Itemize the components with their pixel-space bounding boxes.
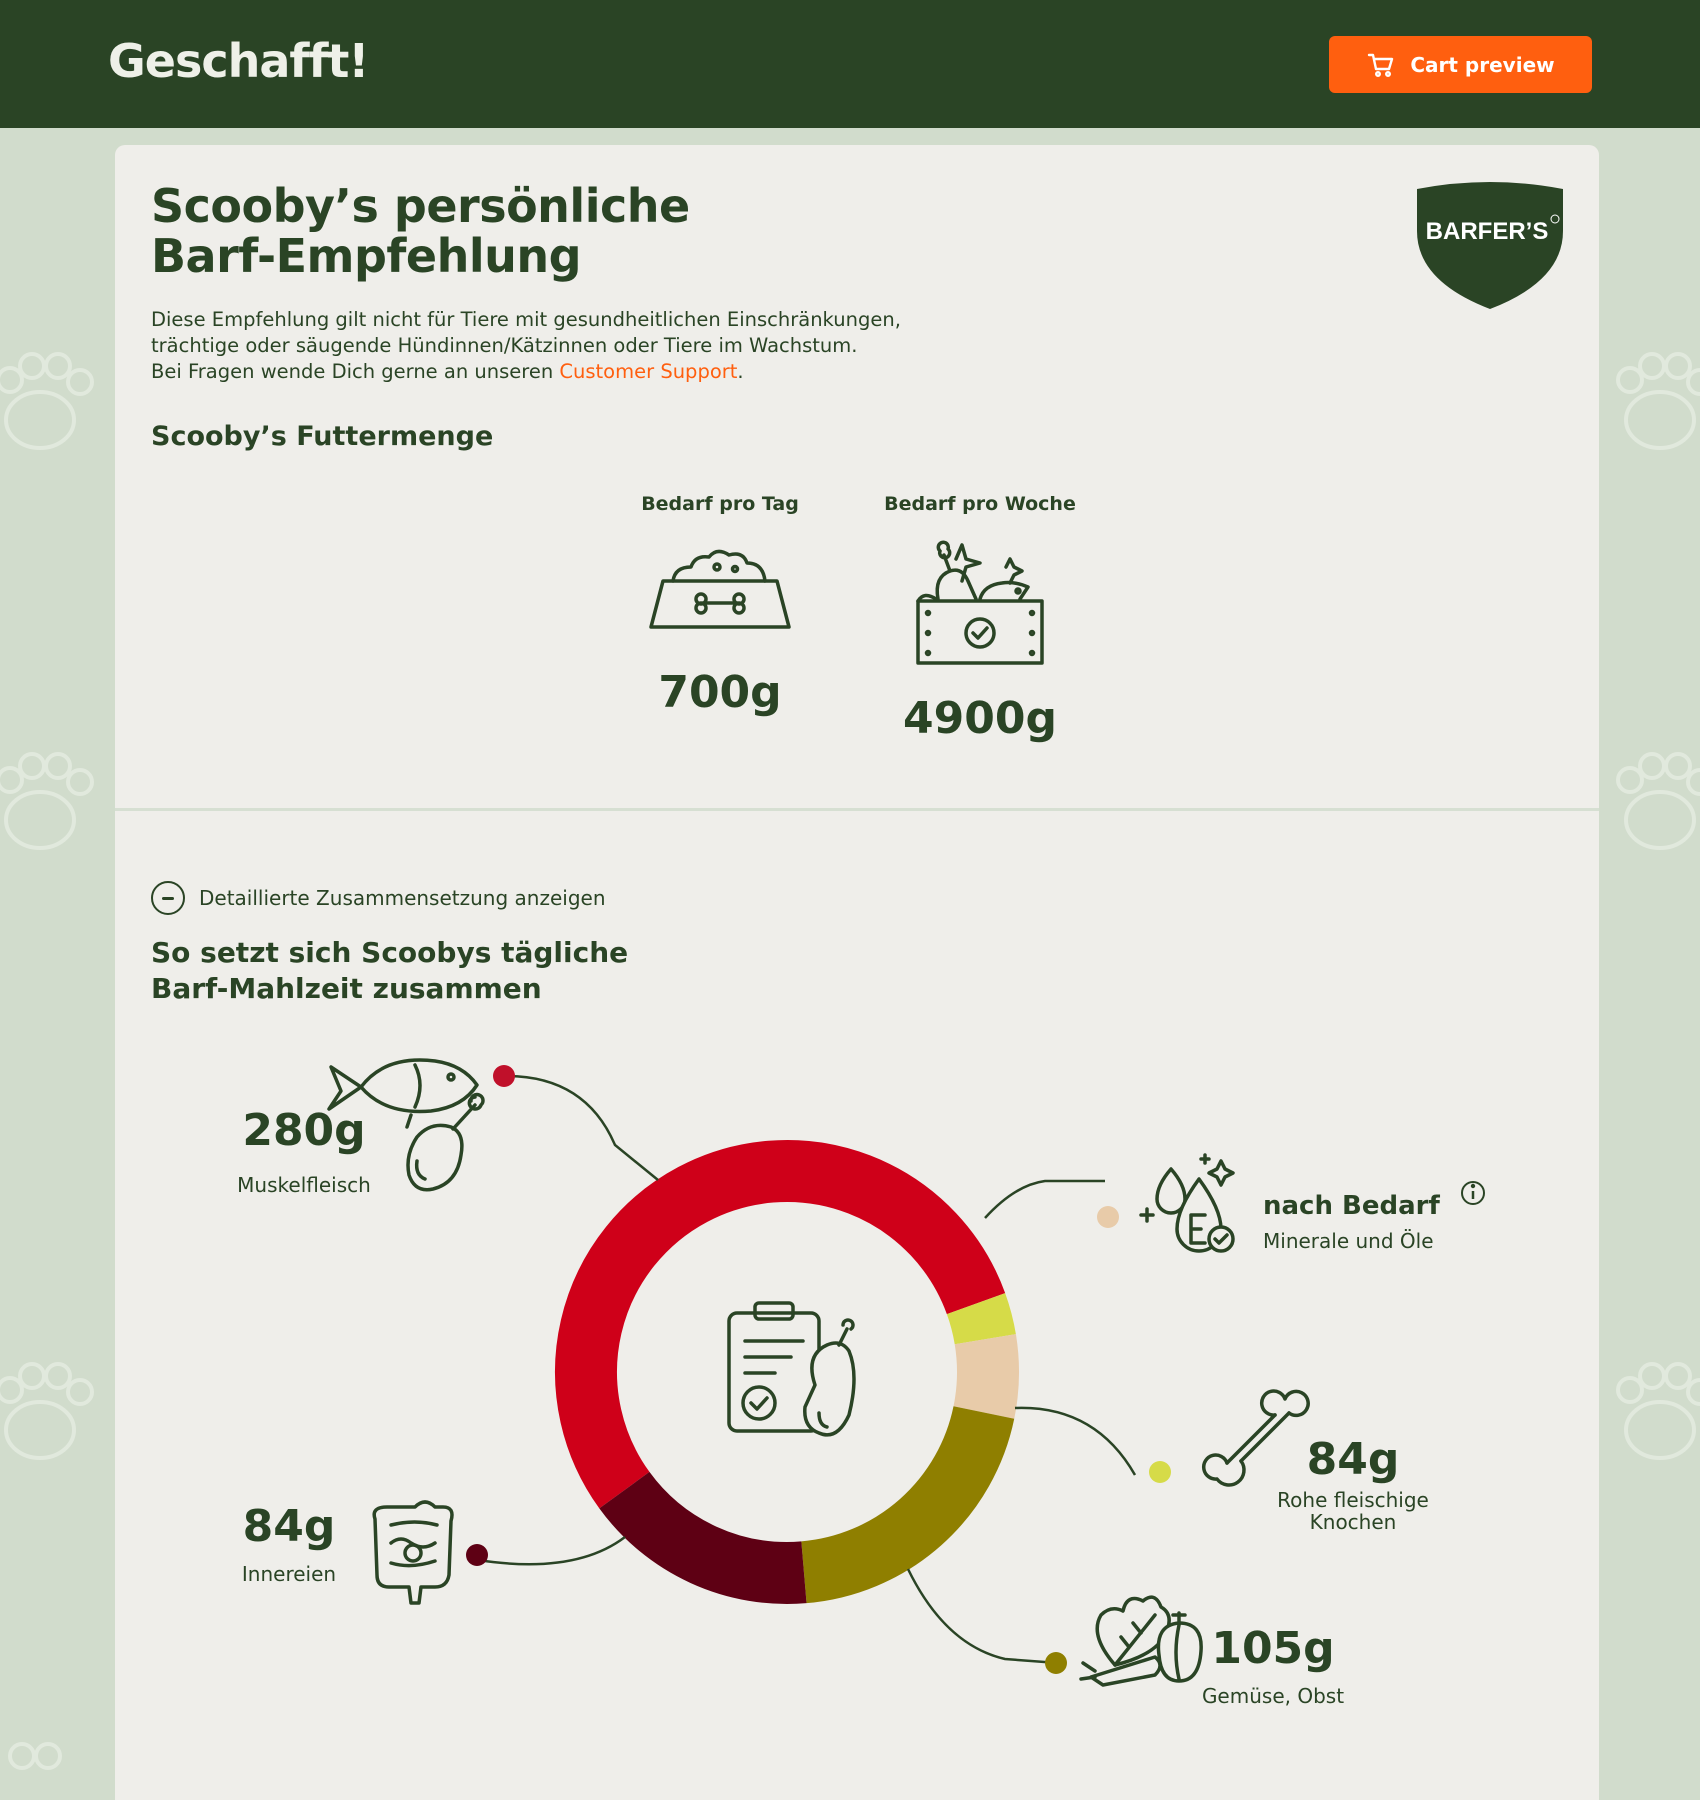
disclaimer-line1: Diese Empfehlung gilt nicht für Tiere mit gesundheitlichen Einschränkungen, <box>151 308 901 331</box>
clipboard-meat-icon <box>729 1303 854 1435</box>
dot-bones <box>1149 1461 1171 1483</box>
composition-title-line2: Barf-Mahlzeit zusammen <box>151 972 542 1005</box>
per-week-value: 4900g <box>903 693 1057 744</box>
bones-label-line1: Rohe fleischige <box>1277 1488 1429 1512</box>
organs-label: Innereien <box>241 1562 337 1586</box>
connector-bones <box>1015 1408 1135 1475</box>
intestines-icon <box>374 1502 452 1603</box>
connector-veg <box>908 1569 1058 1663</box>
organs-value: 84g <box>242 1501 336 1552</box>
disclaimer-line3-suffix: . <box>737 360 744 383</box>
donut-segment-0 <box>586 1171 976 1490</box>
recommendation-card <box>115 145 1599 1800</box>
connector-organs <box>478 1537 625 1564</box>
dot-veg <box>1045 1652 1067 1674</box>
disclaimer-line3-prefix: Bei Fragen wende Dich gerne an unseren <box>151 360 560 383</box>
composition-title-line1: So setzt sich Scoobys tägliche <box>151 936 629 969</box>
donut-segment-2 <box>984 1339 988 1412</box>
vitamin-e-icon <box>1141 1155 1233 1251</box>
donut-segment-3 <box>804 1413 984 1573</box>
customer-support-link[interactable]: Customer Support <box>559 360 738 383</box>
veg-label: Gemüse, Obst <box>1201 1684 1345 1708</box>
veg-value: 105g <box>1211 1623 1335 1674</box>
header-title: Geschafft! <box>108 34 369 88</box>
info-icon[interactable] <box>1462 1182 1484 1204</box>
page-title-line2: Barf-Empfehlung <box>151 229 582 283</box>
per-day-label: Bedarf pro Tag <box>641 493 799 515</box>
minerals-label: Minerale und Öle <box>1263 1229 1434 1253</box>
dot-muscle <box>493 1065 515 1087</box>
cart-icon <box>1366 50 1396 80</box>
bone-icon <box>1204 1391 1308 1485</box>
per-week-label: Bedarf pro Woche <box>884 493 1076 515</box>
per-day-value: 700g <box>658 667 782 718</box>
connector-minerals <box>985 1181 1105 1218</box>
logo-text: BARFER’S <box>1425 218 1549 245</box>
vegetables-icon <box>1081 1597 1201 1685</box>
cart-preview-label: Cart preview <box>1410 52 1555 77</box>
bones-value: 84g <box>1306 1434 1400 1485</box>
disclaimer-line2: trächtige oder säugende Hündinnen/Kätzinnen oder Tiere im Wachstum. <box>151 334 858 357</box>
cart-preview-button[interactable] <box>1329 36 1592 93</box>
muscle-label: Muskelfleisch <box>237 1173 371 1197</box>
composition-toggle-label: Detaillierte Zusammensetzung anzeigen <box>199 886 606 910</box>
connector-muscle <box>504 1076 658 1180</box>
food-amount-title: Scooby’s Futtermenge <box>151 421 494 452</box>
bones-label-line2: Knochen <box>1309 1510 1397 1534</box>
dot-minerals <box>1097 1206 1119 1228</box>
page-title-line1: Scooby’s persönliche <box>151 179 690 233</box>
donut-segment-4 <box>624 1490 804 1573</box>
donut-segment-1 <box>976 1304 985 1340</box>
dot-organs <box>466 1544 488 1566</box>
muscle-value: 280g <box>242 1105 366 1156</box>
donut-segments <box>586 1171 988 1573</box>
top-bar <box>0 0 1700 128</box>
composition-donut-chart <box>115 145 1599 1800</box>
minerals-value: nach Bedarf <box>1263 1191 1440 1221</box>
